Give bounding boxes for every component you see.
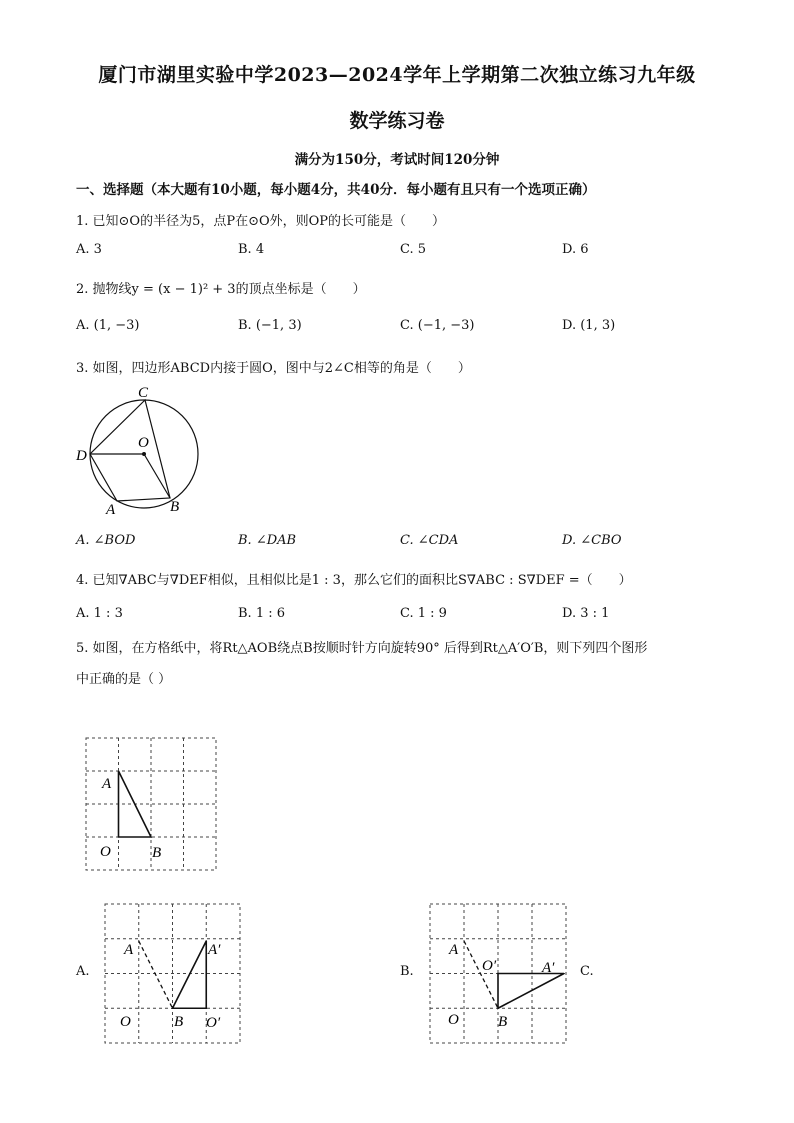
q1-option-a: A. 3 [76, 242, 102, 257]
label-b: B [174, 1014, 184, 1030]
q3-option-b: B. ∠DAB [238, 533, 297, 548]
q3-option-c: C. ∠CDA [400, 533, 459, 548]
q2-stem: 2. 抛物线y = (x − 1)² + 3的顶点坐标是（ ） [76, 282, 366, 297]
label-b: B [152, 845, 162, 861]
q5-stem-line2: 中正确的是（ ） [76, 672, 172, 687]
q1-stem: 1. 已知⊙O的半径为5，点P在⊙O外，则OP的长可能是（ ） [76, 214, 446, 229]
q5-option-c-letter: C. [580, 964, 594, 979]
q1-option-d: D. 6 [562, 242, 589, 257]
q4-option-c: C. 1 : 9 [400, 606, 447, 621]
label-o-prime: O′ [482, 958, 497, 974]
label-a-prime: A′ [208, 942, 221, 958]
q3-stem: 3. 如图，四边形ABCD内接于圆O，图中与2∠C相等的角是（ ） [76, 361, 471, 376]
triangle-a1o1b [498, 974, 564, 1009]
label-o: O [100, 844, 111, 860]
label-a: A [449, 942, 459, 958]
q4-option-b: B. 1 : 6 [238, 606, 286, 621]
label-a: A [106, 502, 116, 518]
label-b: B [170, 499, 180, 515]
exam-subtitle: 满分为150分，考试时间120分钟 [294, 152, 500, 168]
section-heading: 一、选择题（本大题有10小题，每小题4分，共40分．每小题有且只有一个选项正确） [76, 182, 596, 198]
label-a-prime: A′ [542, 960, 555, 976]
q1-option-b: B. 4 [238, 242, 265, 257]
q2-option-a: A. (1, −3) [76, 318, 140, 333]
quadrilateral-abcd [90, 400, 170, 501]
q3-option-a: A. ∠BOD [76, 533, 136, 548]
q5-stem-line1: 5. 如图，在方格纸中，将Rt△AOB绕点B按顺时针方向旋转90° 后得到Rt△A′O′B，则下列四个图形 [76, 641, 648, 656]
label-c: C [138, 385, 149, 401]
q5-option-b-letter: B. [400, 964, 414, 979]
exam-title-line2: 数学练习卷 [349, 110, 445, 132]
q3-option-d: D. ∠CBO [562, 533, 622, 548]
segment-ob [144, 454, 170, 498]
label-o: O [138, 435, 149, 451]
label-b: B [498, 1014, 508, 1030]
dashed-ab [139, 941, 173, 1008]
label-o: O [448, 1012, 459, 1028]
triangle-a1o1b [173, 941, 207, 1008]
q5-option-a-figure [100, 900, 245, 1046]
label-a: A [102, 776, 112, 792]
q2-option-b: B. (−1, 3) [238, 318, 302, 333]
label-o-prime: O′ [206, 1015, 221, 1031]
q1-option-c: C. 5 [400, 242, 427, 257]
q3-circle-figure [70, 380, 210, 520]
label-d: D [76, 448, 87, 464]
exam-title-line1: 厦门市湖里实验中学2023—2024学年上学期第二次独立练习九年级 [98, 64, 696, 86]
dashed-ab [464, 941, 498, 1008]
q4-stem: 4. 已知∇ABC与∇DEF相似，且相似比是1 : 3，那么它们的面积比S∇ABC : S∇DEF =（ ） [76, 573, 632, 588]
label-a: A [124, 942, 134, 958]
center-dot [142, 452, 146, 456]
label-o: O [120, 1014, 131, 1030]
q5-option-b-figure [426, 900, 570, 1046]
q5-original-figure [80, 736, 222, 878]
q2-option-c: C. (−1, −3) [400, 318, 475, 333]
q2-option-d: D. (1, 3) [562, 318, 616, 333]
q4-option-d: D. 3 : 1 [562, 606, 610, 621]
q5-option-a-letter: A. [76, 964, 90, 979]
q4-option-a: A. 1 : 3 [76, 606, 123, 621]
